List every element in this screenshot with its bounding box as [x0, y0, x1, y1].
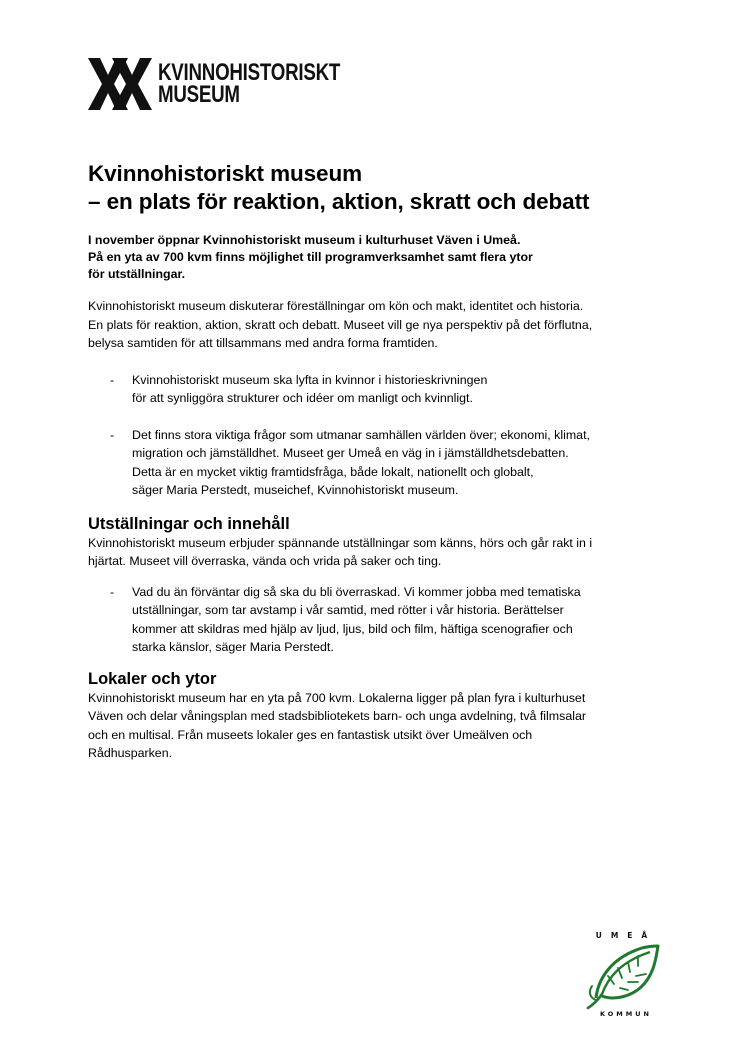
premises-line-3: och en multisal. Från museets lokaler ges en fantastisk utsikt över Umeälven och	[88, 727, 533, 742]
museum-logo-text	[158, 59, 341, 108]
dash-marker: -	[110, 427, 115, 442]
quote-line: säger Maria Perstedt, museichef, Kvinnohistoriskt museum.	[132, 483, 459, 497]
intro-line-3: belysa samtiden för att tillsammans med andra forma framtiden.	[88, 336, 438, 350]
quote-line: Detta är en mycket viktig framtidsfråga, både lokalt, nationellt och globalt,	[132, 464, 534, 479]
intro-line-1: Kvinnohistoriskt museum diskuterar föreställningar om kön och makt, identitet och historia.	[88, 299, 584, 313]
umea-top-text: UMEÅ	[595, 931, 657, 940]
double-x-logo-icon	[88, 58, 152, 110]
document-content	[88, 160, 668, 763]
lead-line-1: I november öppnar Kvinnohistoriskt museum i kulturhuset Väven i Umeå.	[88, 233, 521, 247]
quote-line: Kvinnohistoriskt museum ska lyfta in kvinnor i historieskrivningen	[132, 372, 488, 387]
quote-item	[88, 426, 668, 500]
quote-line: migration och jämställdhet. Museet ger Umeå en väg in i jämställdhetsdebatten.	[132, 446, 569, 460]
quote-line: kommer att skildras med hjälp av ljud, ljus, bild och film, häftiga scenografier och	[132, 621, 573, 636]
intro-paragraph	[88, 297, 668, 353]
title-line-1: Kvinnohistoriskt museum	[88, 161, 362, 186]
quote-item	[88, 583, 668, 657]
page-title	[88, 160, 668, 216]
museum-logo	[88, 58, 391, 110]
dash-marker: -	[110, 584, 115, 599]
premises-line-2: Väven och delar våningsplan med stadsbibliotekets barn- och unga avdelning, två filmsalar	[88, 709, 586, 723]
lead-line-3: för utställningar.	[88, 267, 186, 281]
quote-list-2	[88, 583, 668, 657]
birch-leaf-icon	[584, 928, 668, 1020]
dash-marker: -	[110, 372, 115, 387]
exhibitions-paragraph	[88, 534, 668, 571]
section-heading-premises: Lokaler och ytor	[88, 669, 217, 688]
title-line-2: – en plats för reaktion, aktion, skratt och debatt	[88, 189, 590, 214]
logo-line-1: KVINNOHISTORISKT	[158, 59, 341, 86]
quote-line: starka känslor, säger Maria Perstedt.	[132, 640, 334, 654]
quote-item	[88, 371, 668, 408]
premises-paragraph	[88, 689, 668, 763]
premises-line-1: Kvinnohistoriskt museum har en yta på 700 kvm. Lokalerna ligger på plan fyra i kulturhuset	[88, 690, 586, 705]
logo-line-2: MUSEUM	[158, 81, 240, 108]
exhibitions-line-2: hjärtat. Museet vill överraska, vända och vrida på saker och ting.	[88, 554, 442, 568]
premises-line-4: Rådhusparken.	[88, 746, 173, 760]
umea-kommun-logo	[584, 928, 668, 1020]
lead-line-2: På en yta av 700 kvm finns möjlighet till programverksamhet samt flera ytor	[88, 250, 533, 264]
lead-paragraph	[88, 232, 668, 283]
intro-line-2: En plats för reaktion, aktion, skratt och debatt. Museet vill ge nya perspektiv på det förflutna,	[88, 317, 593, 332]
quote-list-1	[88, 371, 668, 500]
kommun-bottom-text: KOMMUN	[600, 1010, 652, 1018]
exhibitions-line-1: Kvinnohistoriskt museum erbjuder spännande utställningar som känns, hörs och går rakt in i	[88, 535, 593, 550]
quote-line: utställningar, som tar avstamp i vår samtid, med rötter i vår historia. Berättelser	[132, 603, 564, 617]
quote-line: Det finns stora viktiga frågor som utmanar samhällen världen över; ekonomi, klimat,	[132, 427, 590, 442]
quote-line: Vad du än förväntar dig så ska du bli överraskad. Vi kommer jobba med tematiska	[132, 584, 581, 599]
section-heading-exhibitions: Utställningar och innehåll	[88, 514, 290, 533]
quote-line: för att synliggöra strukturer och idéer om manligt och kvinnligt.	[132, 391, 473, 405]
